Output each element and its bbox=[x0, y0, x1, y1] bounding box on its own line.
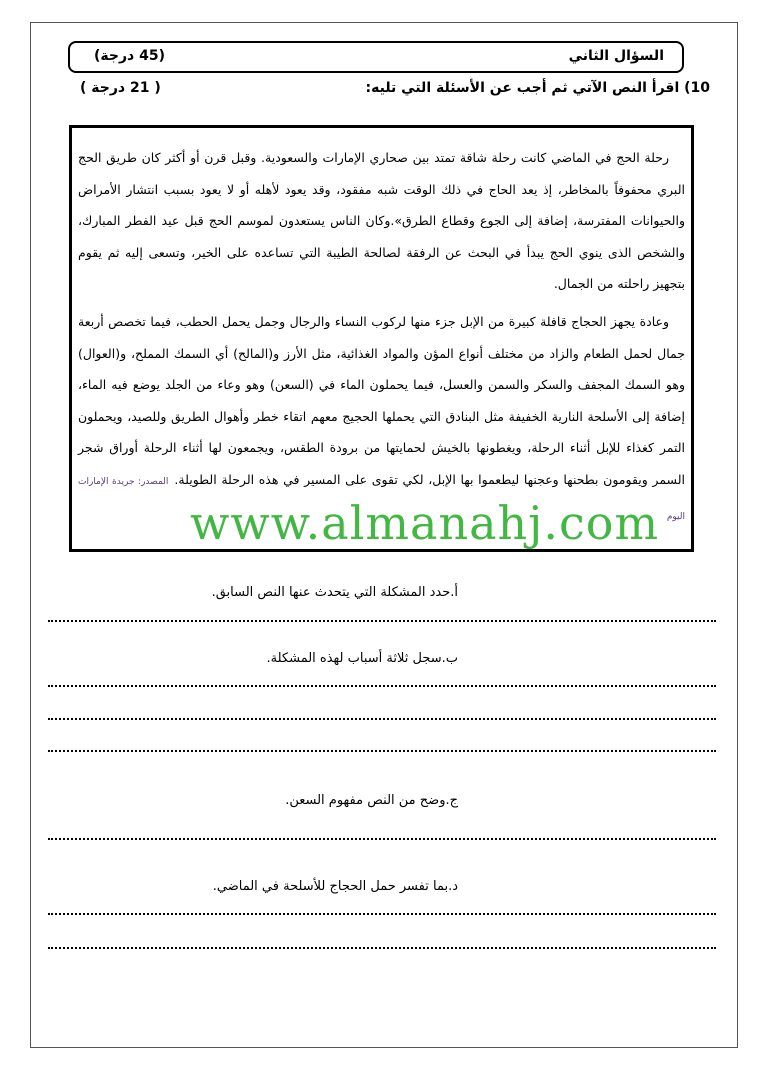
answer-line-b-1[interactable] bbox=[48, 685, 716, 687]
answer-line-b-3[interactable] bbox=[48, 750, 716, 752]
question-10-text: 10) اقرأ النص الآتي ثم أجب عن الأسئلة التي تليه: bbox=[365, 80, 710, 96]
section-header bbox=[68, 41, 684, 73]
passage-paragraph-2 bbox=[78, 306, 685, 533]
answer-line-d-1[interactable] bbox=[48, 913, 716, 915]
answer-line-b-2[interactable] bbox=[48, 718, 716, 720]
question-c: ج.وضح من النص مفهوم السعن. bbox=[285, 793, 458, 808]
question-10-row bbox=[70, 80, 710, 102]
passage-paragraph-1: رحلة الحج في الماضي كانت رحلة شاقة تمتد بين صحاري الإمارات والسعودية. وقبل قرن أو أكثر كان طريق الحج البري محفوفاً بالمخاطر، إذ يعد الحاج في ذلك الوقت شبه مفقود، وقد يعود لأهله أو لا يعود بسبب انتشار الأمراض والحيوانات المفترسة، إضافة إلى الجوع وقطاع الطرق».وكان الناس يستعدون لموسم الحج قبل عيد الفطر المبارك، والشخص الذى ينوي الحج يبدأ في البحث عن الرفقة لصالحة الطيبة التي تساعده على الخير، وتسعى إليه ثم يقوم بتجهيز راحلته من الجمال. bbox=[78, 150, 685, 292]
answer-line-a-1[interactable] bbox=[48, 620, 716, 622]
question-d: د.بما تفسر حمل الحجاج للأسلحة في الماضي. bbox=[212, 879, 458, 894]
section-title: السؤال الثاني bbox=[568, 48, 664, 64]
section-marks: (45 درجة) bbox=[94, 48, 165, 64]
question-10-marks: ( 21 درجة ) bbox=[80, 80, 161, 96]
watermark: www.almanahj.com bbox=[190, 496, 660, 550]
question-a: أ.حدد المشكلة التي يتحدث عنها النص السابق. bbox=[211, 585, 458, 600]
passage-source: المصدر: جريدة الإمارات اليوم bbox=[78, 476, 685, 522]
question-b: ب.سجل ثلاثة أسباب لهذه المشكلة. bbox=[266, 651, 458, 666]
reading-passage-box bbox=[69, 125, 694, 552]
passage-paragraph-2-text: وعادة يجهز الحجاج قافلة كبيرة من الإبل جزء منها لركوب النساء والرجال وجمل يحمل الحطب، فيما تخصص أربعة جمال لحمل الطعام والزاد من مختلف أنواع المؤن والمواد الغذائية، مثل الأرز و(المالح) أي السمك المملح، و(العوال) وهو السمك المجفف والسكر والسمن والعسل، فيما يحملون الماء في (السعن) وهو وعاء من الجلد يوضع فيه الماء، إضافة إلى الأسلحة النارية الخفيفة مثل البنادق التي يحملها الحجيج معهم اتقاء خطر وأهوال الطريق وللصيد، ويحملون التمر كغذاء للإبل أثناء الرحلة، ويغطونها بالخيش لحمايتها من برودة الطقس، ويجمعون لها أثناء الرحلة أوراق شجر السمر ويقومون بطحنها وعجنها ليطعموا بها الإبل، لكي تقوى على المسير في هذه الرحلة الطويلة. bbox=[78, 314, 685, 487]
answer-line-c-1[interactable] bbox=[48, 838, 716, 840]
answer-line-d-2[interactable] bbox=[48, 947, 716, 949]
